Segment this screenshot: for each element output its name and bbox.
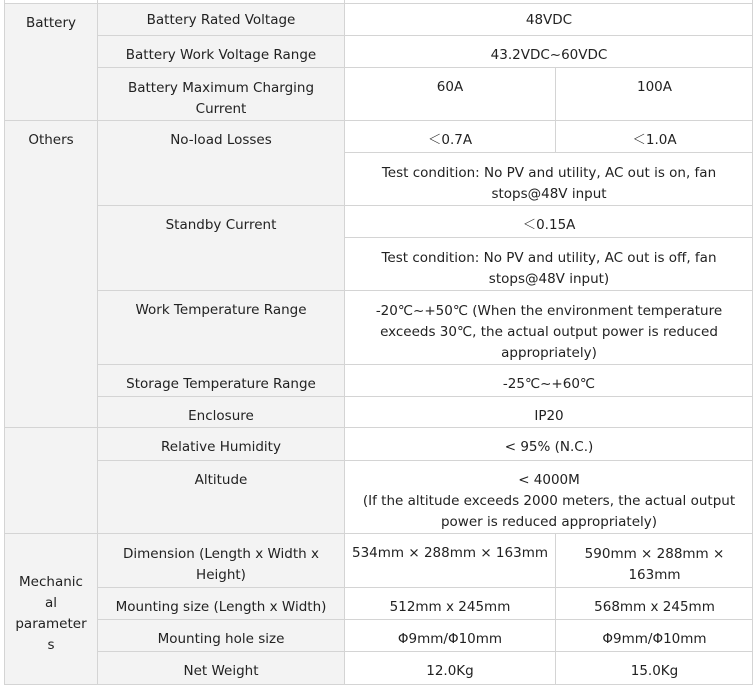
value-mounting-hole-size-model-1: Φ9mm/Φ10mm xyxy=(345,620,555,651)
value-battery-work-voltage-range: 43.2VDC~60VDC xyxy=(345,36,753,67)
value-mounting-hole-size-model-2: Φ9mm/Φ10mm xyxy=(556,620,753,651)
grid-line xyxy=(97,619,753,620)
value-no-load-test-condition: Test condition: No PV and utility, AC out is on, fan stops@48V input xyxy=(345,153,753,205)
value-storage-temperature-range: -25℃~+60℃ xyxy=(345,365,753,396)
grid-line xyxy=(344,237,753,238)
param-battery-work-voltage-range: Battery Work Voltage Range xyxy=(98,36,344,67)
grid-line xyxy=(97,364,753,365)
grid-line xyxy=(344,152,753,153)
value-dimension-model-2: 590mm × 288mm × 163mm xyxy=(556,534,753,587)
value-mounting-size-model-1: 512mm x 245mm xyxy=(345,588,555,619)
value-work-temperature-range: -20℃~+50℃ (When the environment temperature exceeds 30℃, the actual output power is reduced appropriately) xyxy=(345,291,753,364)
value-no-load-losses-model-2: ＜1.0A xyxy=(556,121,753,152)
grid-line xyxy=(97,35,753,36)
value-net-weight-model-2: 15.0Kg xyxy=(556,652,753,684)
value-enclosure: IP20 xyxy=(345,397,753,427)
param-dimension: Dimension (Length x Width x Height) xyxy=(98,534,344,587)
value-mounting-size-model-2: 568mm x 245mm xyxy=(556,588,753,619)
param-relative-humidity: Relative Humidity xyxy=(98,428,344,460)
param-enclosure: Enclosure xyxy=(98,397,344,427)
grid-line xyxy=(4,427,753,428)
grid-line xyxy=(97,587,753,588)
param-battery-rated-voltage: Battery Rated Voltage xyxy=(98,4,344,35)
param-storage-temperature-range: Storage Temperature Range xyxy=(98,365,344,396)
grid-line xyxy=(555,534,556,685)
grid-line xyxy=(97,651,753,652)
group-others: Others xyxy=(5,121,97,427)
value-altitude: < 4000M (If the altitude exceeds 2000 meters, the actual output power is reduced appropriately) xyxy=(345,461,753,533)
value-charging-current-model-2: 100A xyxy=(556,68,753,120)
grid-line xyxy=(4,120,753,121)
param-net-weight: Net Weight xyxy=(98,652,344,684)
grid-line xyxy=(555,68,556,120)
grid-line xyxy=(97,0,98,685)
grid-line xyxy=(97,67,753,68)
param-mounting-size: Mounting size (Length x Width) xyxy=(98,588,344,619)
group-blank xyxy=(5,428,97,533)
grid-line xyxy=(4,0,5,685)
param-mounting-hole-size: Mounting hole size xyxy=(98,620,344,651)
grid-line xyxy=(97,460,753,461)
value-battery-rated-voltage: 48VDC xyxy=(345,4,753,35)
param-work-temperature-range: Work Temperature Range xyxy=(98,291,344,364)
value-net-weight-model-1: 12.0Kg xyxy=(345,652,555,684)
grid-line xyxy=(97,205,753,206)
param-battery-max-charging-current: Battery Maximum Charging Current xyxy=(98,68,344,120)
value-dimension-model-1: 534mm × 288mm × 163mm xyxy=(345,534,555,587)
value-charging-current-model-1: 60A xyxy=(345,68,555,120)
param-standby-current: Standby Current xyxy=(98,206,344,290)
grid-line xyxy=(4,533,753,534)
param-no-load-losses: No-load Losses xyxy=(98,121,344,205)
value-standby-test-condition: Test condition: No PV and utility, AC out is off, fan stops@48V input) xyxy=(345,238,753,290)
grid-line xyxy=(4,3,753,4)
group-battery: Battery xyxy=(5,4,97,120)
grid-line xyxy=(555,121,556,152)
grid-line xyxy=(97,396,753,397)
grid-line xyxy=(344,0,345,685)
value-standby-current: ＜0.15A xyxy=(345,206,753,237)
param-altitude: Altitude xyxy=(98,461,344,533)
value-no-load-losses-model-1: ＜0.7A xyxy=(345,121,555,152)
value-relative-humidity: < 95% (N.C.) xyxy=(345,428,753,460)
group-mechanical-parameters: Mechanic al parameter s xyxy=(5,534,97,684)
grid-line xyxy=(97,290,753,291)
